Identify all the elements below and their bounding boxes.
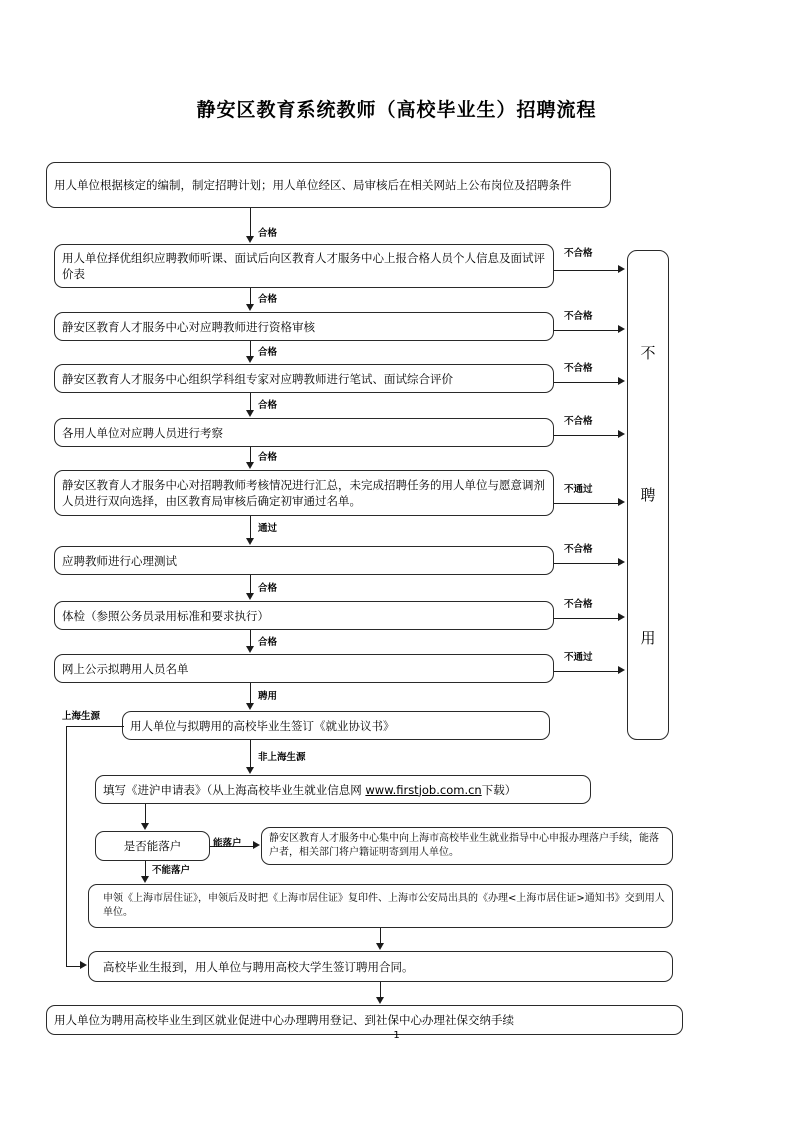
- edge-label-hire: 聘用: [258, 691, 278, 702]
- reject-char-2: 聘: [640, 486, 656, 505]
- reject-column-box: [627, 250, 669, 740]
- connector-3-4: [250, 341, 251, 357]
- reject-line-step-6: [554, 503, 619, 504]
- connector-8-9: [250, 630, 251, 647]
- arrow-down-7-8: [246, 593, 254, 600]
- arrow-down-4-5: [246, 410, 254, 417]
- edge-label-pass-4: 合格: [258, 400, 278, 411]
- process-box-step-9: [54, 654, 554, 683]
- edge-label-cannot-settle: 不能落户: [152, 865, 191, 876]
- connector-5-6: [250, 447, 251, 463]
- reject-line-step-7: [554, 563, 619, 564]
- edge-label-fail-2: 不合格: [564, 248, 593, 259]
- edge-label-pass-6: 通过: [258, 523, 278, 534]
- reject-line-step-8: [554, 618, 619, 619]
- reject-arrow-step-2: [618, 265, 625, 273]
- process-box-step-7: [54, 546, 554, 575]
- process-box-step-15-label: 用人单位为聘用高校毕业生到区就业促进中心办理聘用登记、到社保中心办理社保交纳手续: [54, 1013, 514, 1027]
- arrow-down-2-3: [246, 304, 254, 311]
- reject-arrow-step-8: [618, 613, 625, 621]
- page-number: 1: [393, 1030, 400, 1041]
- edge-label-pass-1: 合格: [258, 228, 278, 239]
- shanghai-origin-line-top: [66, 726, 124, 727]
- connector-decision-13: [145, 861, 146, 877]
- process-box-step-14: [88, 951, 673, 982]
- process-box-step-10-label: 用人单位与拟聘用的高校毕业生签订《就业协议书》: [130, 718, 395, 733]
- edge-label-pass-2: 合格: [258, 294, 278, 305]
- connector-1-2: [250, 208, 251, 237]
- process-box-step-6-label: 静安区教育人才服务中心对招聘教师考核情况进行汇总，未完成招聘任务的用人单位与愿意调剂人员进行双向选择，由区教育局审核后确定初审通过名单。: [62, 478, 545, 508]
- process-box-step-5-label: 各用人单位对应聘人员进行考察: [62, 425, 223, 440]
- arrow-down-10-11: [246, 767, 254, 774]
- arrow-down-decision-13: [141, 876, 149, 883]
- process-box-step-3: [54, 312, 554, 341]
- reject-char-3: 用: [640, 629, 656, 648]
- connector-14-15: [380, 982, 381, 998]
- arrow-down-3-4: [246, 356, 254, 363]
- reject-line-step-4: [554, 382, 619, 383]
- shanghai-origin-line-vertical: [66, 726, 67, 966]
- edge-label-pass-7: 合格: [258, 583, 278, 594]
- process-box-step-12-label: 静安区教育人才服务中心集中向上海市高校毕业生就业指导中心申报办理落户手续，能落户者，相关部门将户籍证明寄到用人单位。: [269, 833, 659, 858]
- reject-arrow-step-9: [618, 666, 625, 674]
- shanghai-origin-arrow: [80, 961, 87, 969]
- connector-2-3: [250, 288, 251, 305]
- edge-label-fail-7: 不合格: [564, 544, 593, 555]
- reject-line-step-9: [554, 671, 619, 672]
- arrow-down-9-10: [246, 703, 254, 710]
- reject-arrow-step-3: [618, 325, 625, 333]
- arrow-down-11-decision: [141, 823, 149, 830]
- edge-label-pass-5: 合格: [258, 452, 278, 463]
- process-box-step-1-label: 用人单位根据核定的编制，制定招聘计划；用人单位经区、局审核后在相关网站上公布岗位及招聘条件: [54, 178, 572, 192]
- process-box-step-6: [54, 470, 554, 516]
- process-box-step-9-label: 网上公示拟聘用人员名单: [62, 661, 189, 676]
- edge-label-shanghai-origin: 上海生源: [62, 711, 101, 722]
- process-box-step-4: [54, 364, 554, 393]
- connector-9-10: [250, 683, 251, 704]
- edge-label-fail-3: 不合格: [564, 311, 593, 322]
- arrow-down-14-15: [376, 997, 384, 1004]
- process-box-step-3-label: 静安区教育人才服务中心对应聘教师进行资格审核: [62, 319, 315, 334]
- process-box-step-13-label: 申领《上海市居住证》，申领后及时把《上海市居住证》复印件、上海市公安局出具的《办理<上海市居住证>通知书》交到用人单位。: [103, 893, 665, 918]
- connector-6-7: [250, 516, 251, 539]
- can-settle-arrow: [253, 841, 260, 849]
- process-box-step-10: [122, 711, 550, 740]
- connector-10-11: [250, 740, 251, 768]
- reject-arrow-step-4: [618, 377, 625, 385]
- reject-arrow-step-7: [618, 558, 625, 566]
- arrow-down-5-6: [246, 462, 254, 469]
- edge-label-fail-6: 不通过: [564, 484, 593, 495]
- process-box-step-2: [54, 244, 554, 288]
- decision-box-can-settle: [95, 831, 210, 861]
- step-11-text-after-url: 下载）: [481, 782, 517, 797]
- process-box-step-11-label: [103, 782, 583, 798]
- process-box-step-12: [261, 827, 673, 865]
- process-box-step-5: [54, 418, 554, 447]
- reject-line-step-2: [554, 270, 619, 271]
- process-box-step-14-label: 高校毕业生报到，用人单位与聘用高校大学生签订聘用合同。: [103, 959, 414, 974]
- process-box-step-11: [95, 775, 591, 804]
- edge-label-fail-8: 不合格: [564, 599, 593, 610]
- edge-label-fail-9: 不通过: [564, 652, 593, 663]
- step-11-text-before-url: 填写《进沪申请表》（从上海高校毕业生就业信息网: [103, 782, 366, 797]
- process-box-step-8-label: 体检（参照公务员录用标准和要求执行）: [62, 608, 269, 623]
- edge-label-can-settle: 能落户: [213, 838, 242, 849]
- reject-line-step-5: [554, 435, 619, 436]
- process-box-step-7-label: 应聘教师进行心理测试: [62, 553, 177, 568]
- edge-label-pass-3: 合格: [258, 347, 278, 358]
- edge-label-non-shanghai-origin: 非上海生源: [258, 752, 306, 763]
- firstjob-url-link[interactable]: www.firstjob.com.cn: [365, 782, 482, 797]
- process-box-step-13: [88, 884, 673, 928]
- reject-arrow-step-6: [618, 498, 625, 506]
- arrow-down-8-9: [246, 646, 254, 653]
- arrow-down-6-7: [246, 538, 254, 545]
- reject-arrow-step-5: [618, 430, 625, 438]
- page-title: 静安区教育系统教师（高校毕业生）招聘流程: [196, 99, 597, 121]
- connector-4-5: [250, 393, 251, 411]
- connector-7-8: [250, 575, 251, 594]
- arrow-down-13-14: [376, 943, 384, 950]
- reject-char-1: 不: [640, 343, 656, 362]
- process-box-step-8: [54, 601, 554, 630]
- process-box-step-1: [46, 162, 611, 208]
- reject-line-step-3: [554, 330, 619, 331]
- process-box-step-2-label: 用人单位择优组织应聘教师听课、面试后向区教育人才服务中心上报合格人员个人信息及面试评价表: [62, 251, 545, 281]
- edge-label-fail-4: 不合格: [564, 363, 593, 374]
- edge-label-pass-8: 合格: [258, 637, 278, 648]
- connector-13-14: [380, 928, 381, 944]
- edge-label-fail-5: 不合格: [564, 416, 593, 427]
- connector-11-decision: [145, 804, 146, 824]
- decision-box-can-settle-label: 是否能落户: [123, 839, 182, 853]
- process-box-step-4-label: 静安区教育人才服务中心组织学科组专家对应聘教师进行笔试、面试综合评价: [62, 371, 453, 386]
- arrow-down-1-2: [246, 236, 254, 243]
